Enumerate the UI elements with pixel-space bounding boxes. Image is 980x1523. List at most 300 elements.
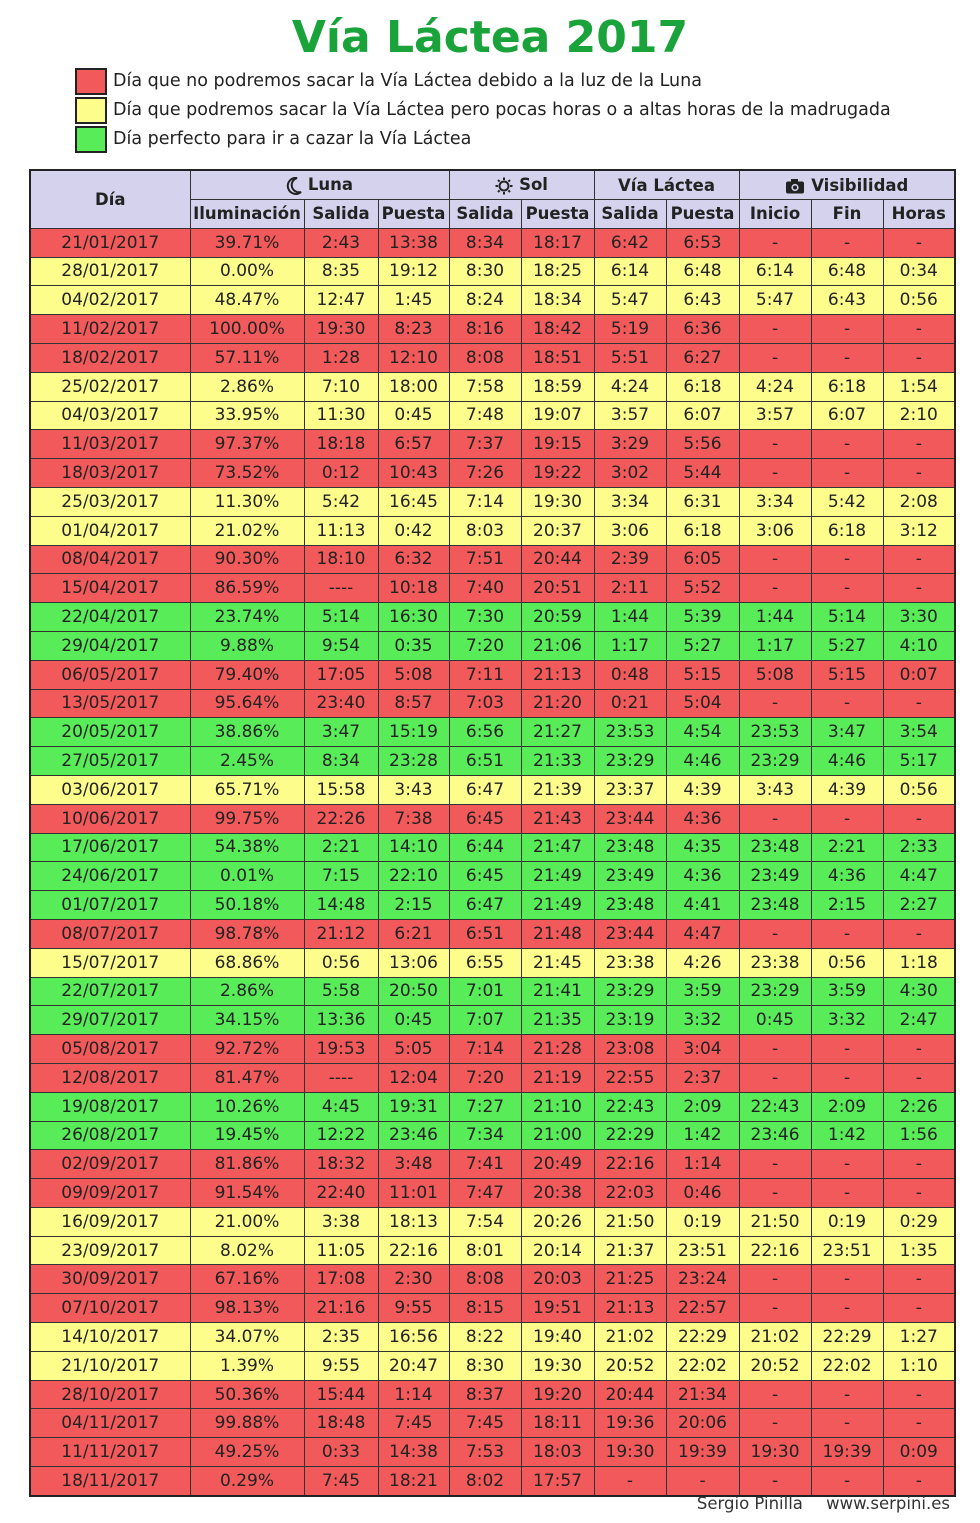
cell-luna-puesta: 6:21 bbox=[378, 919, 449, 948]
cell-via-salida: 23:29 bbox=[594, 747, 666, 776]
cell-sol-salida: 8:08 bbox=[449, 1265, 521, 1294]
cell-luna-puesta: 2:15 bbox=[378, 891, 449, 920]
cell-sol-puesta: 19:20 bbox=[521, 1380, 594, 1409]
cell-fin: 1:42 bbox=[811, 1121, 883, 1150]
cell-sol-salida: 7:30 bbox=[449, 603, 521, 632]
cell-fin: 5:15 bbox=[811, 660, 883, 689]
cell-fin: - bbox=[811, 574, 883, 603]
cell-luna-puesta: 0:42 bbox=[378, 516, 449, 545]
cell-via-puesta: 5:15 bbox=[666, 660, 739, 689]
cell-sol-salida: 6:45 bbox=[449, 804, 521, 833]
cell-via-puesta: 6:07 bbox=[666, 401, 739, 430]
cell-fin: 6:48 bbox=[811, 257, 883, 286]
cell-dia: 19/08/2017 bbox=[30, 1092, 190, 1121]
table-row bbox=[30, 228, 955, 257]
cell-fin: 2:09 bbox=[811, 1092, 883, 1121]
cell-luna-puesta: 12:10 bbox=[378, 343, 449, 372]
cell-via-puesta: 6:18 bbox=[666, 372, 739, 401]
cell-iluminacion: 90.30% bbox=[190, 545, 304, 574]
cell-sol-puesta: 18:11 bbox=[521, 1409, 594, 1438]
cell-fin: 6:43 bbox=[811, 286, 883, 315]
cell-iluminacion: 19.45% bbox=[190, 1121, 304, 1150]
cell-inicio: 23:49 bbox=[739, 862, 811, 891]
cell-sol-salida: 8:37 bbox=[449, 1380, 521, 1409]
header-group-sol bbox=[449, 170, 594, 200]
table-row bbox=[30, 948, 955, 977]
cell-sol-salida: 7:37 bbox=[449, 430, 521, 459]
cell-dia: 18/02/2017 bbox=[30, 343, 190, 372]
table-row bbox=[30, 631, 955, 660]
cell-luna-salida: 3:38 bbox=[304, 1207, 378, 1236]
cell-iluminacion: 98.78% bbox=[190, 919, 304, 948]
cell-luna-salida: 11:05 bbox=[304, 1236, 378, 1265]
cell-dia: 10/06/2017 bbox=[30, 804, 190, 833]
cell-fin: - bbox=[811, 459, 883, 488]
cell-luna-puesta: 15:19 bbox=[378, 718, 449, 747]
cell-dia: 01/04/2017 bbox=[30, 516, 190, 545]
cell-sol-puesta: 20:26 bbox=[521, 1207, 594, 1236]
header-sol-label: Sol bbox=[519, 175, 548, 195]
cell-sol-salida: 8:30 bbox=[449, 1351, 521, 1380]
cell-inicio: - bbox=[739, 459, 811, 488]
cell-inicio: 6:14 bbox=[739, 257, 811, 286]
cell-luna-salida: 18:48 bbox=[304, 1409, 378, 1438]
header-inicio: Inicio bbox=[739, 200, 811, 229]
cell-luna-salida: 8:34 bbox=[304, 747, 378, 776]
cell-luna-salida: 17:08 bbox=[304, 1265, 378, 1294]
cell-inicio: 22:43 bbox=[739, 1092, 811, 1121]
cell-horas: 3:30 bbox=[883, 603, 955, 632]
cell-via-puesta: 22:57 bbox=[666, 1294, 739, 1323]
cell-luna-puesta: 14:10 bbox=[378, 833, 449, 862]
cell-luna-puesta: 8:23 bbox=[378, 315, 449, 344]
cell-sol-salida: 8:16 bbox=[449, 315, 521, 344]
cell-via-salida: 6:14 bbox=[594, 257, 666, 286]
cell-luna-salida: 15:58 bbox=[304, 775, 378, 804]
cell-iluminacion: 50.18% bbox=[190, 891, 304, 920]
cell-sol-salida: 8:15 bbox=[449, 1294, 521, 1323]
header-fin: Fin bbox=[811, 200, 883, 229]
table-row bbox=[30, 660, 955, 689]
cell-via-puesta: 0:46 bbox=[666, 1179, 739, 1208]
cell-inicio: 21:02 bbox=[739, 1323, 811, 1352]
table-row bbox=[30, 430, 955, 459]
camera-icon bbox=[785, 178, 805, 194]
cell-iluminacion: 98.13% bbox=[190, 1294, 304, 1323]
cell-dia: 24/06/2017 bbox=[30, 862, 190, 891]
cell-fin: 4:39 bbox=[811, 775, 883, 804]
header-luna-salida: Salida bbox=[304, 200, 378, 229]
cell-sol-salida: 7:48 bbox=[449, 401, 521, 430]
cell-via-puesta: 6:05 bbox=[666, 545, 739, 574]
cell-via-salida: 23:29 bbox=[594, 977, 666, 1006]
cell-fin: - bbox=[811, 228, 883, 257]
cell-inicio: 1:17 bbox=[739, 631, 811, 660]
cell-luna-puesta: 0:45 bbox=[378, 1006, 449, 1035]
header-sol-salida: Salida bbox=[449, 200, 521, 229]
cell-luna-salida: ---- bbox=[304, 574, 378, 603]
cell-inicio: 19:30 bbox=[739, 1438, 811, 1467]
cell-sol-puesta: 18:59 bbox=[521, 372, 594, 401]
cell-dia: 14/10/2017 bbox=[30, 1323, 190, 1352]
cell-dia: 15/04/2017 bbox=[30, 574, 190, 603]
cell-inicio: 1:44 bbox=[739, 603, 811, 632]
cell-sol-puesta: 21:43 bbox=[521, 804, 594, 833]
cell-sol-puesta: 21:39 bbox=[521, 775, 594, 804]
table-row bbox=[30, 343, 955, 372]
cell-luna-salida: 7:15 bbox=[304, 862, 378, 891]
cell-dia: 16/09/2017 bbox=[30, 1207, 190, 1236]
cell-luna-salida: 2:43 bbox=[304, 228, 378, 257]
cell-horas: 0:56 bbox=[883, 775, 955, 804]
cell-sol-salida: 7:20 bbox=[449, 631, 521, 660]
cell-via-salida: 22:03 bbox=[594, 1179, 666, 1208]
cell-dia: 21/10/2017 bbox=[30, 1351, 190, 1380]
cell-via-salida: 19:36 bbox=[594, 1409, 666, 1438]
cell-sol-puesta: 21:27 bbox=[521, 718, 594, 747]
cell-dia: 29/04/2017 bbox=[30, 631, 190, 660]
cell-luna-salida: 0:56 bbox=[304, 948, 378, 977]
table-row bbox=[30, 1063, 955, 1092]
cell-sol-puesta: 21:10 bbox=[521, 1092, 594, 1121]
cell-sol-puesta: 18:03 bbox=[521, 1438, 594, 1467]
cell-inicio: - bbox=[739, 804, 811, 833]
cell-sol-salida: 6:45 bbox=[449, 862, 521, 891]
cell-dia: 05/08/2017 bbox=[30, 1035, 190, 1064]
cell-fin: 6:18 bbox=[811, 372, 883, 401]
cell-sol-salida: 7:14 bbox=[449, 1035, 521, 1064]
table-row bbox=[30, 545, 955, 574]
cell-sol-salida: 6:55 bbox=[449, 948, 521, 977]
cell-sol-salida: 7:14 bbox=[449, 487, 521, 516]
cell-luna-puesta: 3:48 bbox=[378, 1150, 449, 1179]
cell-horas: - bbox=[883, 1150, 955, 1179]
cell-horas: - bbox=[883, 430, 955, 459]
cell-fin: 3:59 bbox=[811, 977, 883, 1006]
cell-via-salida: 20:44 bbox=[594, 1380, 666, 1409]
cell-via-puesta: 4:41 bbox=[666, 891, 739, 920]
table-row bbox=[30, 689, 955, 718]
cell-iluminacion: 34.15% bbox=[190, 1006, 304, 1035]
cell-sol-salida: 6:51 bbox=[449, 919, 521, 948]
cell-sol-puesta: 21:00 bbox=[521, 1121, 594, 1150]
cell-luna-salida: 18:10 bbox=[304, 545, 378, 574]
cell-luna-puesta: 1:45 bbox=[378, 286, 449, 315]
table-row bbox=[30, 833, 955, 862]
cell-via-salida: 22:55 bbox=[594, 1063, 666, 1092]
cell-luna-puesta: 12:04 bbox=[378, 1063, 449, 1092]
cell-luna-salida: 9:54 bbox=[304, 631, 378, 660]
cell-sol-puesta: 20:49 bbox=[521, 1150, 594, 1179]
cell-sol-puesta: 21:33 bbox=[521, 747, 594, 776]
cell-luna-salida: 11:30 bbox=[304, 401, 378, 430]
table-row bbox=[30, 747, 955, 776]
cell-luna-puesta: 14:38 bbox=[378, 1438, 449, 1467]
cell-inicio: 3:43 bbox=[739, 775, 811, 804]
cell-iluminacion: 21.00% bbox=[190, 1207, 304, 1236]
cell-luna-salida: 0:12 bbox=[304, 459, 378, 488]
cell-dia: 08/07/2017 bbox=[30, 919, 190, 948]
cell-via-salida: 23:48 bbox=[594, 833, 666, 862]
cell-luna-puesta: 0:35 bbox=[378, 631, 449, 660]
cell-sol-salida: 7:47 bbox=[449, 1179, 521, 1208]
cell-fin: 22:02 bbox=[811, 1351, 883, 1380]
cell-iluminacion: 79.40% bbox=[190, 660, 304, 689]
cell-fin: - bbox=[811, 1380, 883, 1409]
cell-dia: 17/06/2017 bbox=[30, 833, 190, 862]
header-iluminacion: Iluminación bbox=[190, 200, 304, 229]
cell-sol-salida: 7:34 bbox=[449, 1121, 521, 1150]
cell-luna-puesta: 23:46 bbox=[378, 1121, 449, 1150]
cell-fin: 5:42 bbox=[811, 487, 883, 516]
cell-fin: 6:18 bbox=[811, 516, 883, 545]
cell-dia: 01/07/2017 bbox=[30, 891, 190, 920]
cell-via-salida: 22:29 bbox=[594, 1121, 666, 1150]
cell-dia: 26/08/2017 bbox=[30, 1121, 190, 1150]
cell-sol-puesta: 20:14 bbox=[521, 1236, 594, 1265]
cell-sol-puesta: 17:57 bbox=[521, 1467, 594, 1496]
cell-sol-puesta: 19:40 bbox=[521, 1323, 594, 1352]
cell-via-salida: 22:43 bbox=[594, 1092, 666, 1121]
cell-fin: 5:14 bbox=[811, 603, 883, 632]
footer-website: www.serpini.es bbox=[826, 1494, 950, 1513]
cell-sol-salida: 7:11 bbox=[449, 660, 521, 689]
cell-luna-puesta: 23:28 bbox=[378, 747, 449, 776]
header-via-puesta: Puesta bbox=[666, 200, 739, 229]
cell-fin: 3:47 bbox=[811, 718, 883, 747]
cell-via-puesta: 5:56 bbox=[666, 430, 739, 459]
cell-luna-puesta: 13:38 bbox=[378, 228, 449, 257]
cell-sol-puesta: 21:49 bbox=[521, 891, 594, 920]
cell-via-salida: - bbox=[594, 1467, 666, 1496]
cell-fin: 23:51 bbox=[811, 1236, 883, 1265]
cell-via-puesta: 23:51 bbox=[666, 1236, 739, 1265]
cell-horas: - bbox=[883, 1179, 955, 1208]
cell-inicio: - bbox=[739, 545, 811, 574]
cell-inicio: - bbox=[739, 1265, 811, 1294]
cell-via-salida: 23:08 bbox=[594, 1035, 666, 1064]
cell-inicio: - bbox=[739, 343, 811, 372]
cell-luna-puesta: 5:08 bbox=[378, 660, 449, 689]
legend-text: Día que podremos sacar la Vía Láctea pero pocas horas o a altas horas de la madrugada bbox=[113, 100, 891, 120]
cell-dia: 07/10/2017 bbox=[30, 1294, 190, 1323]
cell-sol-puesta: 19:15 bbox=[521, 430, 594, 459]
cell-inicio: - bbox=[739, 1035, 811, 1064]
cell-inicio: 3:34 bbox=[739, 487, 811, 516]
cell-horas: - bbox=[883, 689, 955, 718]
cell-dia: 27/05/2017 bbox=[30, 747, 190, 776]
table-row bbox=[30, 1438, 955, 1467]
cell-inicio: 20:52 bbox=[739, 1351, 811, 1380]
header-luna-puesta: Puesta bbox=[378, 200, 449, 229]
cell-via-salida: 3:29 bbox=[594, 430, 666, 459]
cell-via-puesta: 3:59 bbox=[666, 977, 739, 1006]
cell-sol-salida: 7:41 bbox=[449, 1150, 521, 1179]
cell-via-salida: 1:44 bbox=[594, 603, 666, 632]
cell-luna-puesta: 7:38 bbox=[378, 804, 449, 833]
legend-item-red bbox=[75, 67, 891, 95]
cell-dia: 29/07/2017 bbox=[30, 1006, 190, 1035]
cell-sol-puesta: 20:38 bbox=[521, 1179, 594, 1208]
cell-sol-puesta: 19:07 bbox=[521, 401, 594, 430]
cell-sol-salida: 7:51 bbox=[449, 545, 521, 574]
cell-inicio: - bbox=[739, 228, 811, 257]
cell-luna-salida: 21:12 bbox=[304, 919, 378, 948]
cell-luna-salida: 8:35 bbox=[304, 257, 378, 286]
header-horas: Horas bbox=[883, 200, 955, 229]
cell-sol-puesta: 20:44 bbox=[521, 545, 594, 574]
cell-fin: - bbox=[811, 919, 883, 948]
cell-dia: 02/09/2017 bbox=[30, 1150, 190, 1179]
cell-horas: - bbox=[883, 315, 955, 344]
cell-via-puesta: 3:32 bbox=[666, 1006, 739, 1035]
legend-text: Día perfecto para ir a cazar la Vía Láctea bbox=[113, 129, 472, 149]
cell-fin: - bbox=[811, 1265, 883, 1294]
cell-iluminacion: 9.88% bbox=[190, 631, 304, 660]
cell-via-puesta: 2:09 bbox=[666, 1092, 739, 1121]
cell-via-salida: 3:34 bbox=[594, 487, 666, 516]
table-row bbox=[30, 315, 955, 344]
cell-via-salida: 23:53 bbox=[594, 718, 666, 747]
cell-inicio: 23:29 bbox=[739, 977, 811, 1006]
cell-via-salida: 23:38 bbox=[594, 948, 666, 977]
cell-luna-salida: 12:47 bbox=[304, 286, 378, 315]
table-row bbox=[30, 574, 955, 603]
cell-fin: - bbox=[811, 545, 883, 574]
legend-swatch-green bbox=[75, 126, 107, 153]
cell-inicio: 22:16 bbox=[739, 1236, 811, 1265]
cell-via-salida: 21:37 bbox=[594, 1236, 666, 1265]
cell-via-puesta: 0:19 bbox=[666, 1207, 739, 1236]
cell-horas: 2:08 bbox=[883, 487, 955, 516]
header-group-visibilidad bbox=[739, 170, 955, 200]
cell-luna-puesta: 3:43 bbox=[378, 775, 449, 804]
cell-horas: - bbox=[883, 545, 955, 574]
cell-iluminacion: 11.30% bbox=[190, 487, 304, 516]
cell-sol-salida: 8:34 bbox=[449, 228, 521, 257]
cell-fin: - bbox=[811, 689, 883, 718]
cell-sol-puesta: 21:13 bbox=[521, 660, 594, 689]
cell-iluminacion: 99.88% bbox=[190, 1409, 304, 1438]
cell-dia: 03/06/2017 bbox=[30, 775, 190, 804]
cell-via-salida: 20:52 bbox=[594, 1351, 666, 1380]
cell-dia: 04/11/2017 bbox=[30, 1409, 190, 1438]
cell-iluminacion: 33.95% bbox=[190, 401, 304, 430]
cell-iluminacion: 57.11% bbox=[190, 343, 304, 372]
cell-horas: 4:47 bbox=[883, 862, 955, 891]
cell-sol-salida: 7:20 bbox=[449, 1063, 521, 1092]
cell-luna-puesta: 18:13 bbox=[378, 1207, 449, 1236]
cell-via-salida: 2:39 bbox=[594, 545, 666, 574]
cell-fin: 2:21 bbox=[811, 833, 883, 862]
cell-horas: - bbox=[883, 343, 955, 372]
cell-inicio: - bbox=[739, 689, 811, 718]
cell-iluminacion: 54.38% bbox=[190, 833, 304, 862]
header-group-via-lactea: Vía Láctea bbox=[594, 170, 739, 200]
cell-luna-puesta: 9:55 bbox=[378, 1294, 449, 1323]
cell-luna-puesta: 6:57 bbox=[378, 430, 449, 459]
cell-iluminacion: 1.39% bbox=[190, 1351, 304, 1380]
cell-via-salida: 21:02 bbox=[594, 1323, 666, 1352]
cell-via-puesta: 5:04 bbox=[666, 689, 739, 718]
cell-dia: 22/04/2017 bbox=[30, 603, 190, 632]
cell-via-puesta: 1:42 bbox=[666, 1121, 739, 1150]
cell-luna-salida: 21:16 bbox=[304, 1294, 378, 1323]
cell-dia: 06/05/2017 bbox=[30, 660, 190, 689]
cell-dia: 25/03/2017 bbox=[30, 487, 190, 516]
cell-luna-salida: 2:35 bbox=[304, 1323, 378, 1352]
cell-luna-salida: 17:05 bbox=[304, 660, 378, 689]
cell-luna-salida: 22:26 bbox=[304, 804, 378, 833]
cell-iluminacion: 48.47% bbox=[190, 286, 304, 315]
cell-fin: - bbox=[811, 1035, 883, 1064]
cell-inicio: 23:53 bbox=[739, 718, 811, 747]
cell-horas: 3:12 bbox=[883, 516, 955, 545]
cell-dia: 09/09/2017 bbox=[30, 1179, 190, 1208]
header-dia: Día bbox=[30, 170, 190, 228]
cell-via-salida: 1:17 bbox=[594, 631, 666, 660]
cell-iluminacion: 0.00% bbox=[190, 257, 304, 286]
cell-luna-puesta: 13:06 bbox=[378, 948, 449, 977]
cell-sol-salida: 6:51 bbox=[449, 747, 521, 776]
table-row bbox=[30, 1207, 955, 1236]
cell-sol-puesta: 19:22 bbox=[521, 459, 594, 488]
cell-via-salida: 3:57 bbox=[594, 401, 666, 430]
cell-iluminacion: 99.75% bbox=[190, 804, 304, 833]
cell-sol-puesta: 19:51 bbox=[521, 1294, 594, 1323]
cell-luna-puesta: 16:30 bbox=[378, 603, 449, 632]
cell-fin: 4:46 bbox=[811, 747, 883, 776]
cell-fin: - bbox=[811, 1179, 883, 1208]
cell-via-puesta: 20:06 bbox=[666, 1409, 739, 1438]
cell-horas: - bbox=[883, 919, 955, 948]
cell-inicio: 4:24 bbox=[739, 372, 811, 401]
cell-horas: - bbox=[883, 804, 955, 833]
cell-iluminacion: 92.72% bbox=[190, 1035, 304, 1064]
cell-sol-puesta: 18:34 bbox=[521, 286, 594, 315]
cell-luna-salida: 19:30 bbox=[304, 315, 378, 344]
cell-luna-salida: 22:40 bbox=[304, 1179, 378, 1208]
cell-via-puesta: 5:39 bbox=[666, 603, 739, 632]
cell-horas: 2:27 bbox=[883, 891, 955, 920]
table-row bbox=[30, 1467, 955, 1496]
cell-via-puesta: - bbox=[666, 1467, 739, 1496]
cell-inicio: 23:46 bbox=[739, 1121, 811, 1150]
cell-dia: 30/09/2017 bbox=[30, 1265, 190, 1294]
cell-via-salida: 5:19 bbox=[594, 315, 666, 344]
cell-luna-salida: 1:28 bbox=[304, 343, 378, 372]
table-row bbox=[30, 718, 955, 747]
cell-horas: 5:17 bbox=[883, 747, 955, 776]
cell-inicio: 23:38 bbox=[739, 948, 811, 977]
cell-via-salida: 23:49 bbox=[594, 862, 666, 891]
cell-horas: 3:54 bbox=[883, 718, 955, 747]
cell-horas: 1:35 bbox=[883, 1236, 955, 1265]
cell-horas: 1:18 bbox=[883, 948, 955, 977]
cell-fin: - bbox=[811, 1150, 883, 1179]
cell-fin: - bbox=[811, 804, 883, 833]
cell-inicio: 3:57 bbox=[739, 401, 811, 430]
cell-inicio: - bbox=[739, 1179, 811, 1208]
cell-horas: - bbox=[883, 1265, 955, 1294]
cell-iluminacion: 50.36% bbox=[190, 1380, 304, 1409]
cell-luna-salida: 2:21 bbox=[304, 833, 378, 862]
cell-via-puesta: 6:48 bbox=[666, 257, 739, 286]
table-row bbox=[30, 1236, 955, 1265]
cell-iluminacion: 65.71% bbox=[190, 775, 304, 804]
cell-fin: - bbox=[811, 1063, 883, 1092]
cell-via-salida: 21:25 bbox=[594, 1265, 666, 1294]
